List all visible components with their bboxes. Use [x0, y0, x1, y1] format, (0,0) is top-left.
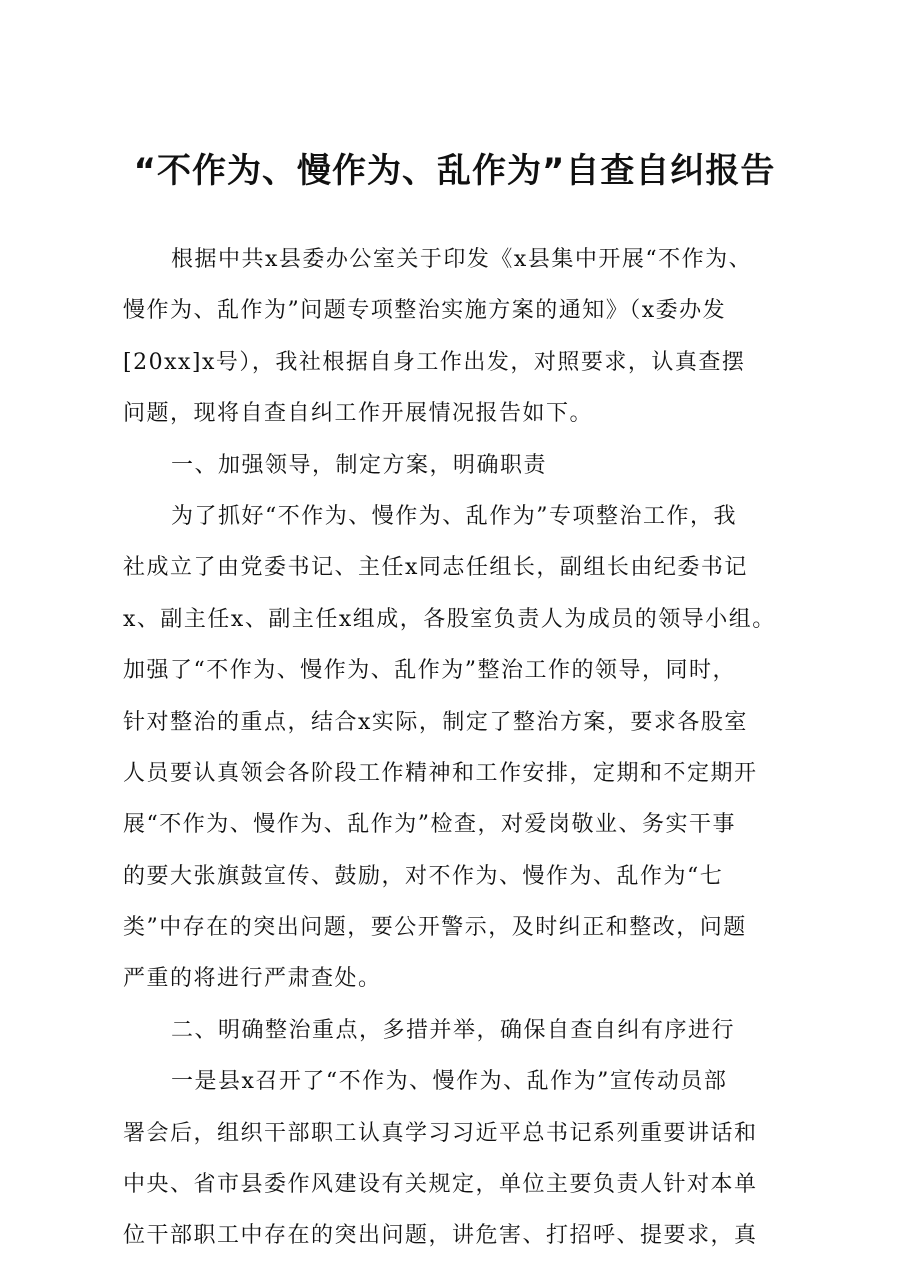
body-line: 展“不作为、慢作为、乱作为”检查，对爱岗敬业、务实干事	[123, 812, 736, 838]
body-line: 为了抓好“不作为、慢作为、乱作为”专项整治工作，我	[171, 503, 737, 529]
section-heading: 一、加强领导，制定方案，明确职责	[171, 452, 548, 478]
body-line: 署会后，组织干部职工认真学习习近平总书记系列重要讲话和	[123, 1120, 758, 1146]
body-line: 一是县x召开了“不作为、慢作为、乱作为”宣传动员部	[171, 1069, 728, 1095]
body-line: x、副主任x、副主任x组成，各股室负责人为成员的领导小组。	[123, 606, 776, 632]
body-line: 慢作为、乱作为”问题专项整治实施方案的通知》（x委办发	[123, 298, 727, 324]
body-line: 位干部职工中存在的突出问题，讲危害、打招呼、提要求，真	[123, 1223, 758, 1249]
body-line: 人员要认真领会各阶段工作精神和工作安排，定期和不定期开	[123, 760, 758, 786]
document-body	[123, 234, 803, 1262]
body-line: 中央、省市县委作风建设有关规定，单位主要负责人针对本单	[123, 1172, 758, 1198]
body-line: [20xx]x号），我社根据自身工作出发，对照要求，认真查摆	[123, 349, 746, 375]
body-line: 严重的将进行严肃查处。	[123, 966, 382, 992]
body-line: 问题，现将自查自纠工作开展情况报告如下。	[123, 401, 594, 427]
body-line: 类”中存在的突出问题，要公开警示，及时纠正和整改，问题	[123, 915, 747, 941]
body-line: 加强了“不作为、慢作为、乱作为”整治工作的领导，同时，	[123, 658, 736, 684]
body-line: 根据中共x县委办公室关于印发《x县集中开展“不作为、	[171, 247, 753, 272]
body-line: 针对整治的重点，结合x实际，制定了整治方案，要求各股室	[123, 709, 748, 735]
section-heading: 二、明确整治重点，多措并举，确保自查自纠有序进行	[171, 1017, 736, 1043]
body-line: 的要大张旗鼓宣传、鼓励，对不作为、慢作为、乱作为“七	[123, 863, 724, 889]
body-line: 社成立了由党委书记、主任x同志任组长，副组长由纪委书记	[123, 555, 748, 581]
document-title: “不作为、慢作为、乱作为”自查自纠报告	[133, 151, 776, 191]
